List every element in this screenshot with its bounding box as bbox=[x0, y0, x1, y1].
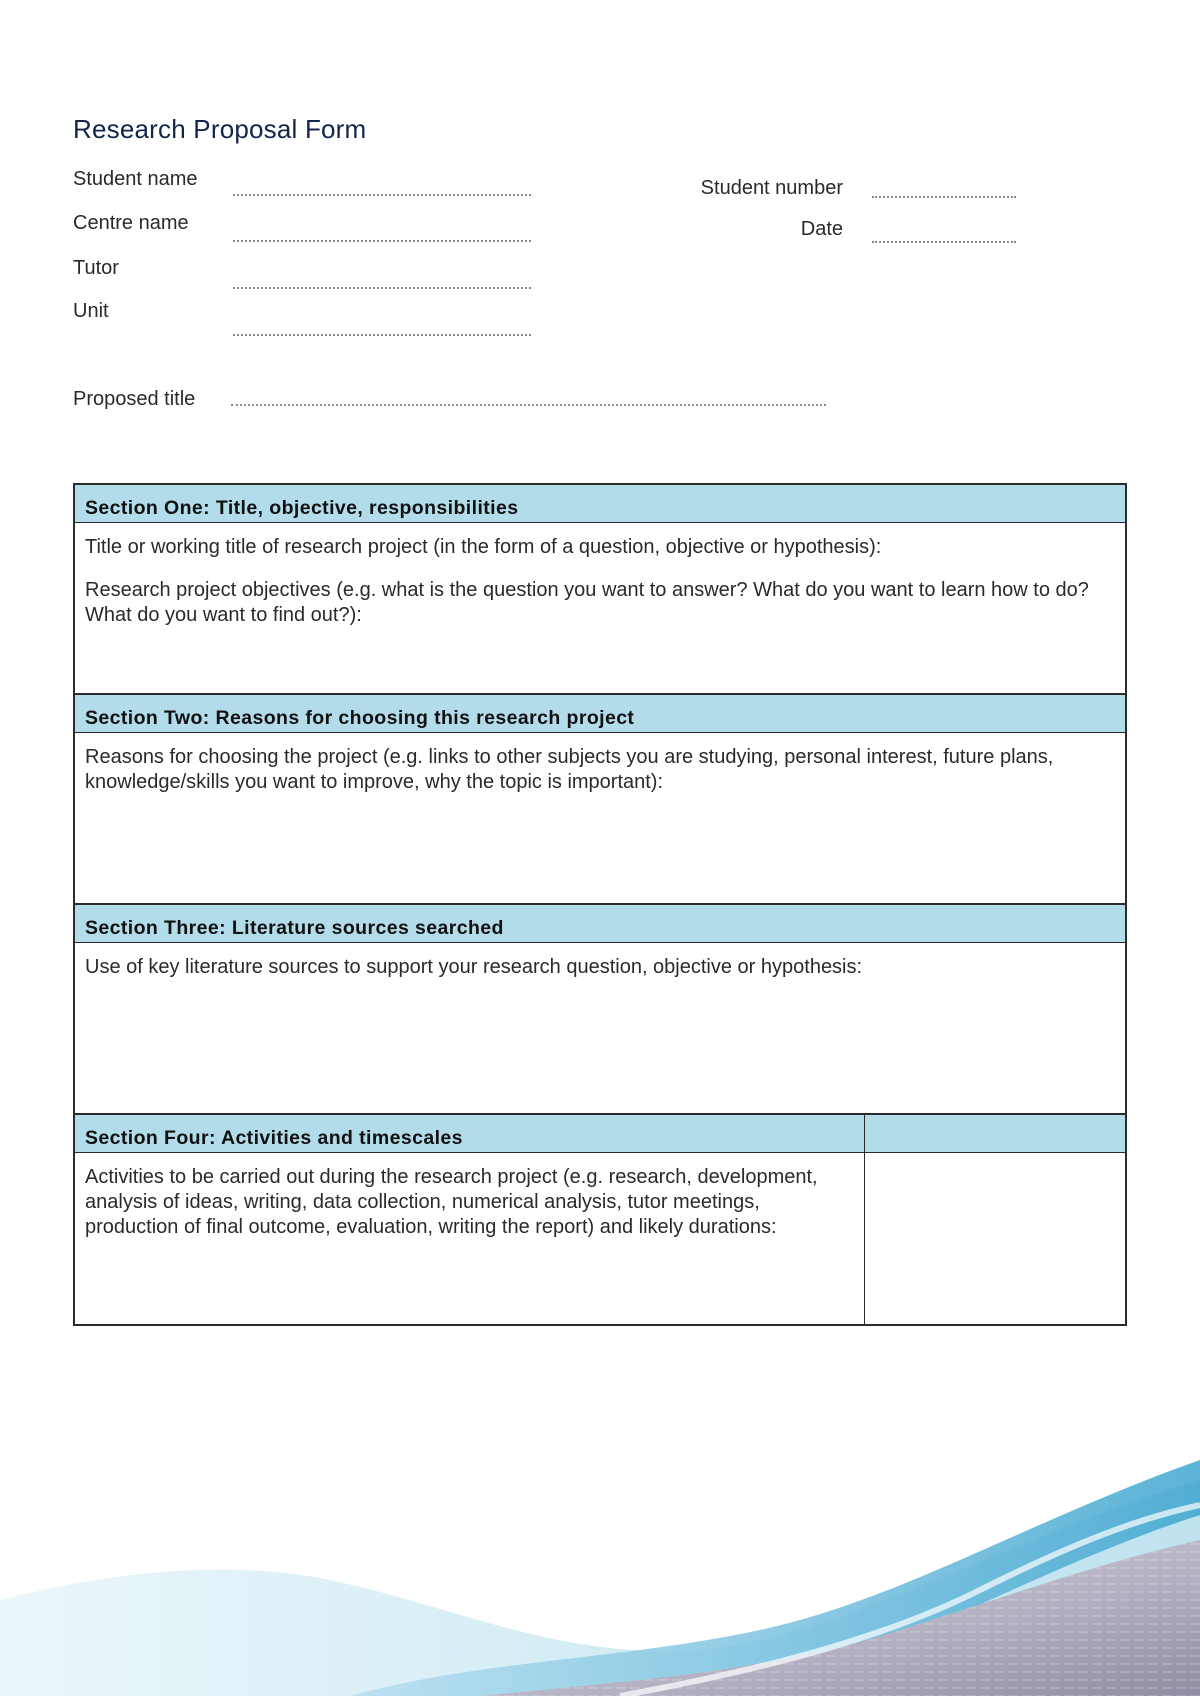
section-two-heading: Section Two: Reasons for choosing this research project bbox=[75, 695, 1125, 733]
section-four-body[interactable] bbox=[75, 1153, 864, 1324]
section-three-heading: Section Three: Literature sources searched bbox=[75, 905, 1125, 943]
student-name-label: Student name bbox=[73, 168, 198, 190]
date-input[interactable] bbox=[872, 241, 1016, 243]
section-two-body[interactable] bbox=[75, 733, 1125, 905]
student-name-input[interactable] bbox=[233, 194, 531, 196]
section-three-prompt: Use of key literature sources to support your research question, objective or hypothesis: bbox=[85, 956, 863, 978]
centre-name-input[interactable] bbox=[233, 240, 531, 242]
section-three-body[interactable] bbox=[75, 943, 1125, 1115]
date-label: Date bbox=[800, 218, 843, 240]
student-number-input[interactable] bbox=[872, 196, 1016, 198]
section-four-prompt: Activities to be carried out during the research project (e.g. research, development, analysis of ideas, writing, data collection, numerical analysis, tutor meetings, production of final outcome, evaluation, writing the report) and likely durations: bbox=[85, 1166, 818, 1238]
decorative-waves bbox=[0, 1420, 1200, 1696]
section-one-body[interactable] bbox=[75, 523, 1125, 695]
section-four-timescale-heading bbox=[865, 1115, 1125, 1153]
centre-name-label: Centre name bbox=[73, 212, 189, 234]
unit-input[interactable] bbox=[233, 334, 531, 336]
section-one-heading: Section One: Title, objective, responsibilities bbox=[75, 485, 1125, 523]
tutor-input[interactable] bbox=[233, 287, 531, 289]
student-number-label: Student number bbox=[700, 177, 843, 199]
tutor-label: Tutor bbox=[73, 257, 119, 279]
section-two-prompt: Reasons for choosing the project (e.g. links to other subjects you are studying, personal interest, future plans, knowledge/skills you want to improve, why the topic is important): bbox=[85, 746, 1054, 793]
section-four-timescales-column bbox=[865, 1115, 1125, 1324]
section-four-timescale-body[interactable] bbox=[865, 1153, 1125, 1324]
section-four-heading: Section Four: Activities and timescales bbox=[75, 1115, 864, 1153]
proposed-title-label: Proposed title bbox=[73, 388, 196, 410]
proposed-title-input[interactable] bbox=[231, 404, 826, 406]
page-title: Research Proposal Form bbox=[73, 114, 367, 144]
proposal-table bbox=[73, 483, 1127, 1326]
unit-label: Unit bbox=[73, 300, 109, 322]
section-one-prompt-objectives: Research project objectives (e.g. what is the question you want to answer? What do you want to learn how to do? What do you want to find out?): bbox=[85, 579, 1089, 626]
section-four-row bbox=[75, 1115, 1125, 1324]
section-one-prompt-title: Title or working title of research project (in the form of a question, objective or hypothesis): bbox=[85, 536, 882, 558]
section-four-activities-column bbox=[75, 1115, 865, 1324]
